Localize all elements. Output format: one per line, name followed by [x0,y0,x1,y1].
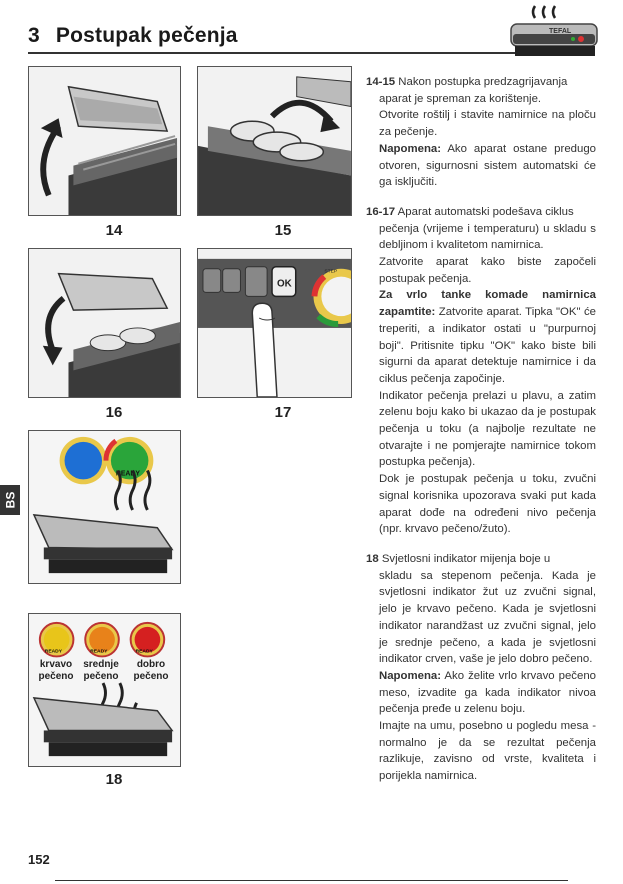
instructions-text [366,74,596,798]
doneness-medium-label: srednje pečeno [83,659,119,682]
section-title: Postupak pečenja [55,24,238,47]
brand-logo: TEFAL [549,28,572,35]
page-title [28,24,238,48]
footer-rule [55,880,568,881]
doneness-well-label: dobro pečeno [133,659,169,682]
paragraph-16-17: 16-17 Aparat automatski podešava ciklus pečenja (vrijeme i temperaturu) u skladu s debljinom i kvalitetom namirnica. Zatvorite aparat kako biste započeli postupak pečenja. Za vrlo tanke komade namirnica zapamtite: Zatvorite aparat. Tipka "OK" će treperiti, a indikator ostati u "purpurnoj boji". Pritisnite tipku "OK" kako biste bili sigurni da aparat detektuje namirnice i da ciklus pečenja započinje. Indikator pečenja prelazi u plavu, a zatim zelenu boju kako bi ukazao da je postupak pečenja u toku (a najbolje rezultate ne otvarajte i ne pomjerajte namirnice tokom postupka pečenja). Dok je postupak pečenja u toku, zvučni signal korisnika upozorava svaki put kada aparat dođe na određeni nivo pečenja (npr. krvavo pečeno/žuto). [366,205,596,536]
language-tab: BS [0,485,20,515]
ready-badge: READY [115,470,140,478]
figure-ready [28,430,181,584]
figure-18 [28,613,181,767]
figure-14 [28,66,181,216]
ready-label-1: READY [44,649,63,655]
paragraph-18: 18 Svjetlosni indikator mijenja boje u skladu sa stepenom pečenja. Kada je svjetlosni indikator žut uz zvučni signal, jelo je krvavo pečeno. Kada je svjetlosni indikator narandžast uz zvučni signal, jelo je srednje pečeno, a kada je svjetlosni indikator crven, vaše je jelo dobro pečeno. Napomena: Ako želite vrlo krvavo pečeno meso, izvadite ga kada indikator nivoa pečenja pređe u zelenu boju. Imajte na umu, posebno u pogledu mesa - normalno je da se rezultat pečenja razlikuje, zavisno od vrste, kvaliteta i porijekla namirnica. [366,552,596,783]
step-label: STEP [324,269,338,275]
figure-16 [28,248,181,398]
figure-15-label: 15 [274,222,292,239]
figure-17 [197,248,352,398]
page-number: 152 [28,852,50,867]
figure-18-label: 18 [105,771,123,788]
figure-15 [197,66,352,216]
appliance-illustration [505,4,605,62]
figure-17-label: 17 [274,404,292,421]
paragraph-14-15: 14-15 Nakon postupka predzagrijavanja aparat je spreman za korištenje. Otvorite roštilj i stavite namirnice na ploču za pečenje. Napomena: Ako aparat ostane predugo otvoren, sigurnosni sistem automatski će ga isključiti. [366,76,596,189]
ready-label-3: READY [135,649,153,655]
section-number: 3 [28,24,40,47]
figure-14-label: 14 [105,222,123,239]
ok-button: OK [276,278,292,290]
header-rule [28,52,528,54]
ready-label-2: READY [90,649,108,655]
figure-16-label: 16 [105,404,123,421]
doneness-rare-label: krvavo pečeno [38,659,74,682]
